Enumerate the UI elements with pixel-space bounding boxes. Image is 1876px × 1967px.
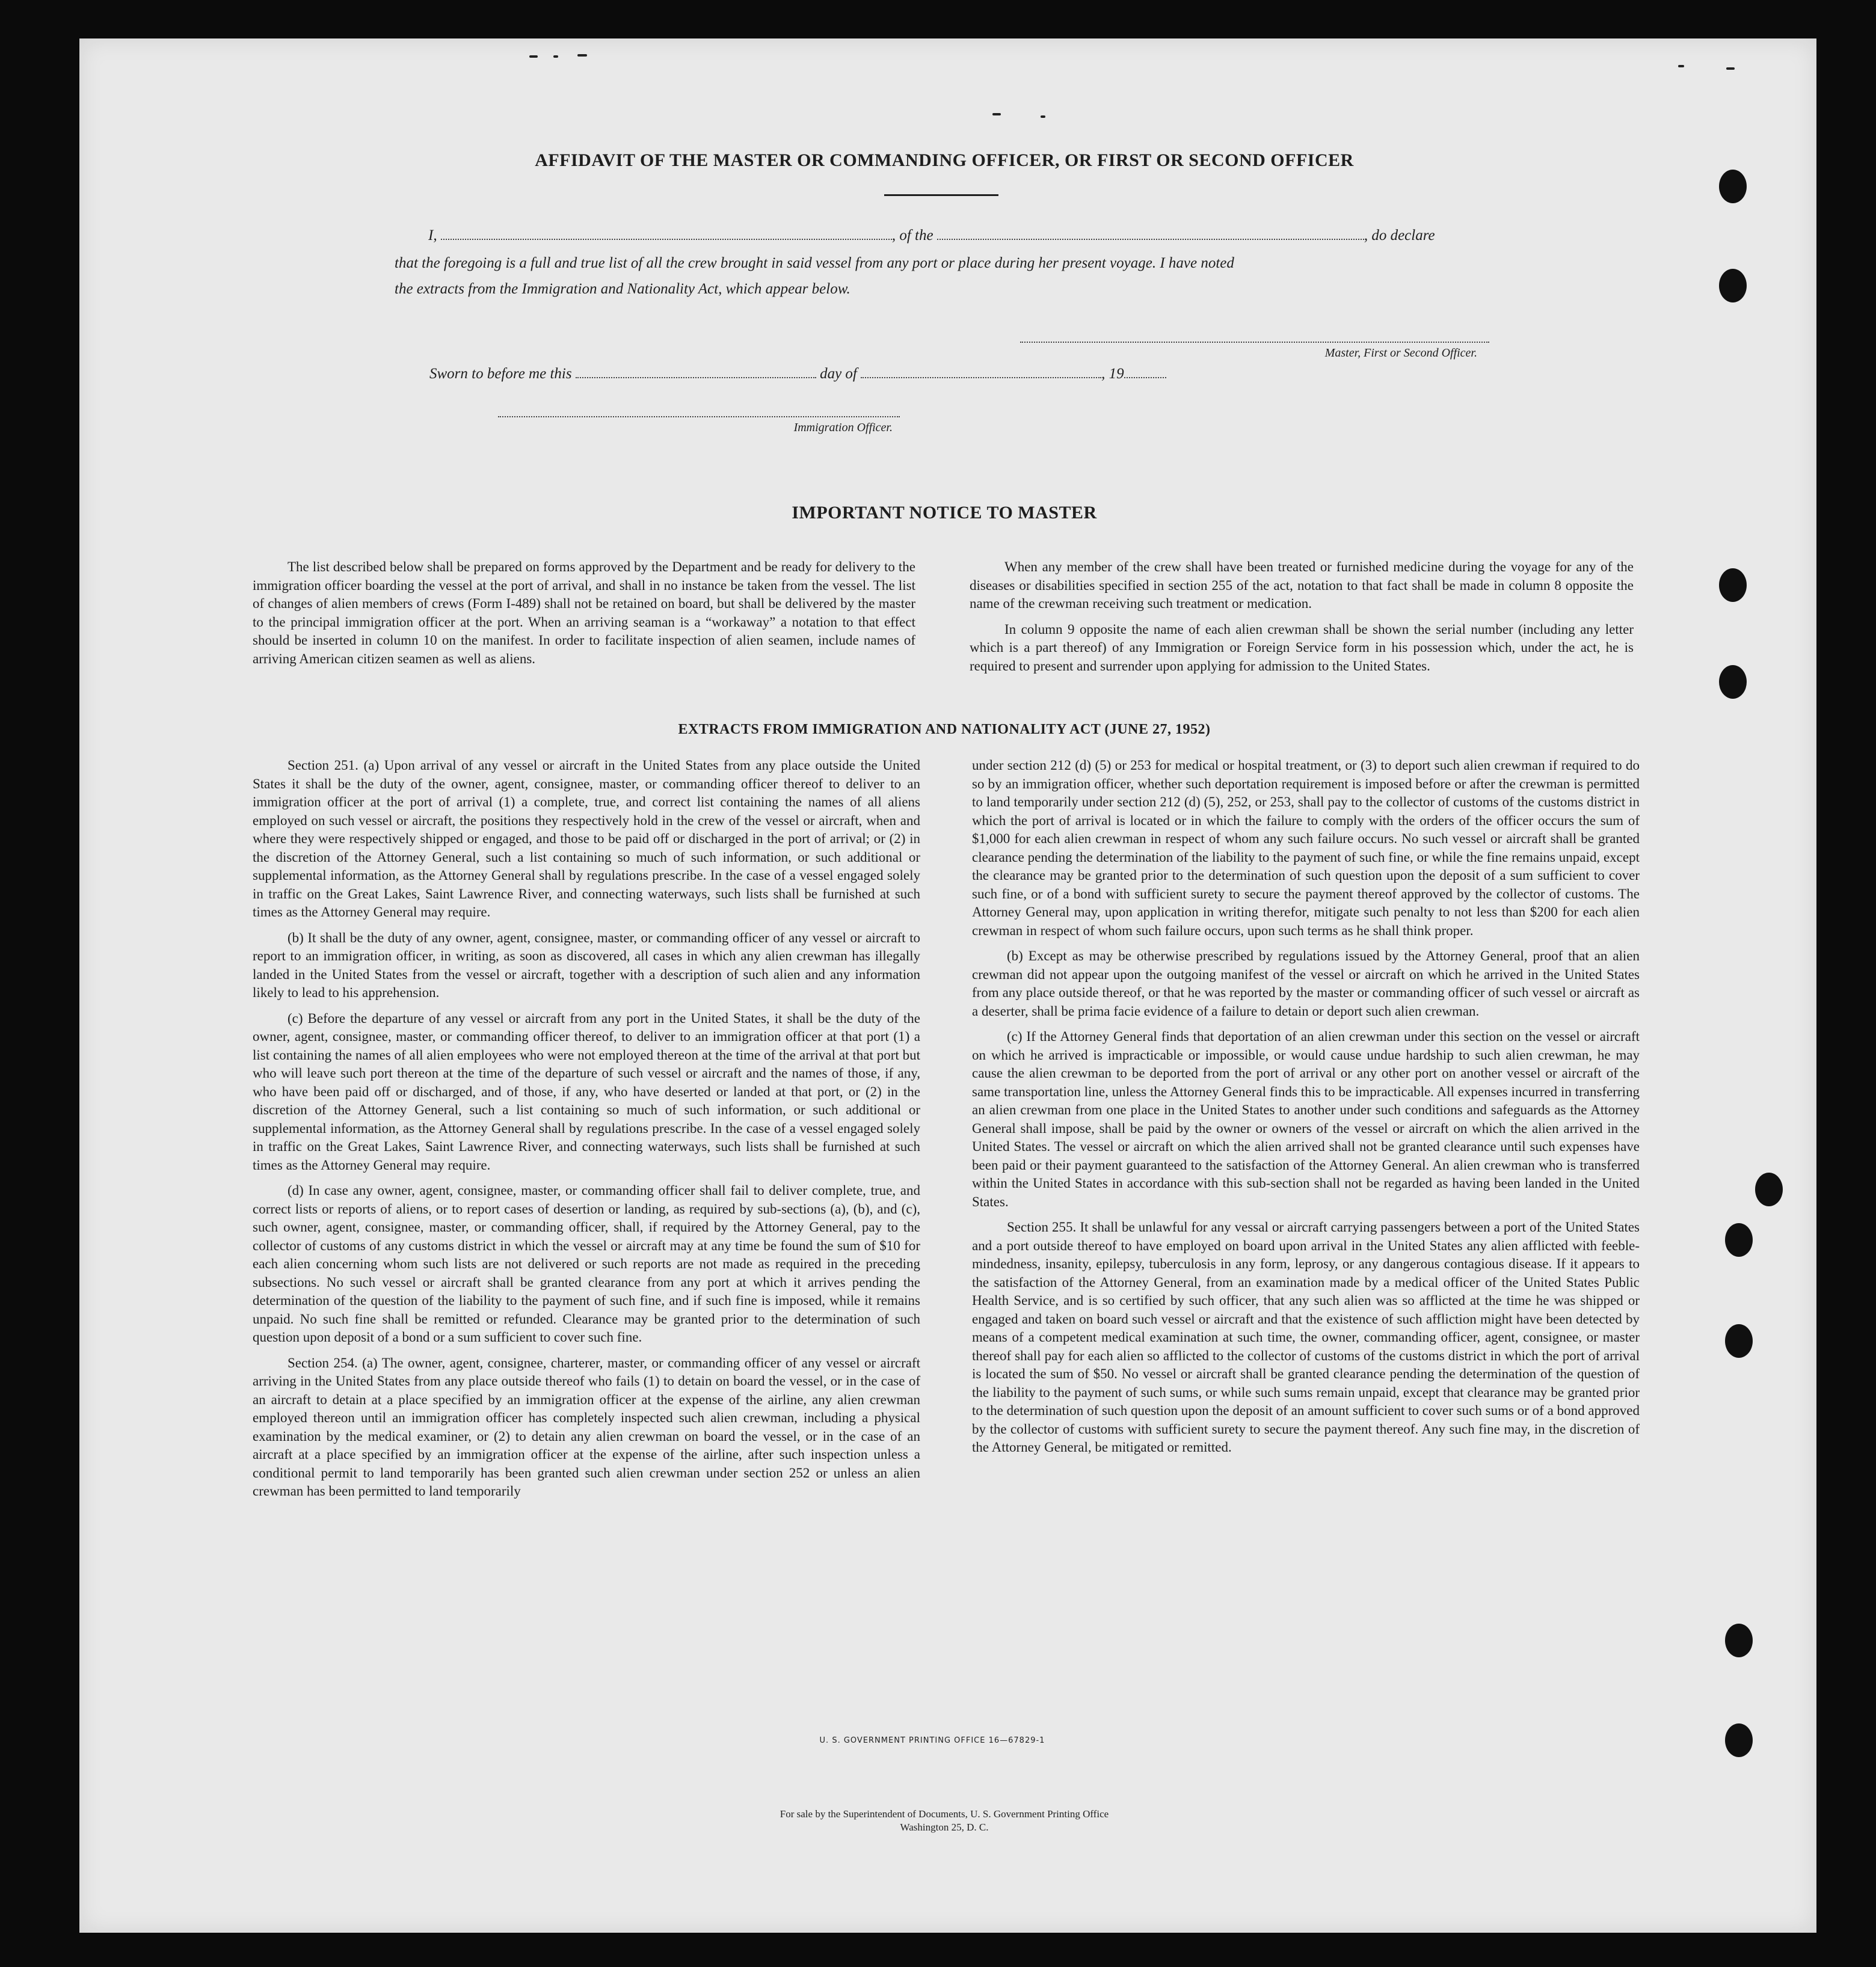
binder-hole xyxy=(1725,1723,1753,1757)
notice-paragraph: The list described below shall be prepared on forms approved by the Department and be ready for delivery to the immigration officer boarding the vessel at the port of arrival, and shall in no instance be taken from the vessel. The list of changes of alien members of crews (Form I-489) shall not be retained on board, but shall be delivered by the master to the principal immigration officer at the port. When an arriving seaman is a “workaway” a notation to that effect should be inserted in column 10 on the manifest. In order to facilitate inspection of alien seamen, include names of arriving American citizen seamen as well as aliens. xyxy=(253,559,915,666)
sworn-month-field[interactable] xyxy=(861,376,1101,378)
year-label: , 19 xyxy=(1101,366,1124,382)
binder-hole xyxy=(1725,1223,1753,1257)
notice-paragraph: In column 9 opposite the name of each alien crewman shall be shown the serial number (including any letter which is a part thereof) of any Immigration or Foreign Service form in his possession which, under the act, he is required to present and surrender upon applying for admission to the United States. xyxy=(970,621,1634,674)
immigration-caption: Immigration Officer. xyxy=(793,421,893,434)
printer-imprint: U. S. GOVERNMENT PRINTING OFFICE 16—67829-1 xyxy=(819,1736,1045,1745)
affidavit-declare: , do declare xyxy=(1364,227,1435,244)
section-paragraph: (d) In case any owner, agent, consignee, master, or commanding officer shall fail to deliver complete, true, and correct lists or reports of aliens, or to report cases of desertion or landing, as required by sub-sections (a), (b), and (c), such owner, agent, consignee, master, or commanding officer, shall, if required by the Attorney General, pay to the collector of customs of any customs district in which the vessel or aircraft may at any time be found the sum of $10 for each alien concerning whom such lists are not delivered or such reports are not made as required in the preceding subsections. No such vessel or aircraft shall be granted clearance from any port at which it arrives pending the determination of the question of the liability to the payment of such fine, and if such fine is imposed, while it remains unpaid. No such fine shall be remitted or refunded. Clearance may be granted prior to the determination of such question upon deposit of a bond or a sum sufficient to cover such fine. xyxy=(253,1183,920,1345)
notice-paragraph: When any member of the crew shall have been treated or furnished medicine during the voyage for any of the diseases or disabilities specified in section 255 of the act, notation to that fact shall be made in column 8 opposite the name of the crewman receiving such treatment or medication. xyxy=(970,559,1634,611)
speck-mark xyxy=(577,54,587,57)
speck-mark xyxy=(1041,115,1045,118)
binder-hole xyxy=(1719,568,1747,602)
notice-left-column xyxy=(253,558,915,675)
binder-hole xyxy=(1719,269,1747,302)
affidavit-line-2: that the foregoing is a full and true list of all the crew brought in said vessel from any port or place during her present voyage. I have noted xyxy=(395,255,1234,271)
binder-hole xyxy=(1725,1324,1753,1358)
sworn-day-field[interactable] xyxy=(576,376,816,378)
section-paragraph: Section 251. (a) Upon arrival of any vessel or aircraft in the United States from any place outside the United States it shall be the duty of the owner, agent, consignee, master, or commanding officer thereof to deliver to an immigration officer at the port of arrival (1) a complete, true, and correct list containing the names of all aliens employed on such vessel or aircraft, the positions they respectively hold in the crew of the vessel or aircraft, when and where they were respectively shipped or engaged, and those to be paid off or discharged in the port of arrival; or (2) in the discretion of the Attorney General, such a list containing so much of such information, or such additional or supplemental information, as the Attorney General shall by regulations prescribe. In the case of a vessel engaged solely in traffic on the Great Lakes, Saint Lawrence River, and connecting waterways, such lists shall be furnished at such times as the Attorney General may require. xyxy=(253,758,920,919)
extracts-title: EXTRACTS FROM IMMIGRATION AND NATIONALITY ACT (JUNE 27, 1952) xyxy=(678,722,1211,737)
section-paragraph: (c) Before the departure of any vessel or aircraft from any port in the United States, it shall be the duty of the owner, agent, consignee, master, or commanding officer thereof, to deliver to an immigration officer at that port (1) a list containing the names of all alien employees who were not employed thereon at the time of the arrival at that port but who will leave such port thereon at the time of the departure of such vessel or aircraft and the names of those, if any, who have been paid off or discharged, and of those, if any, who have deserted or landed at that port, or (2) in the discretion of the Attorney General, such a list containing so much of such information, or such additional or supplemental information, as the Attorney General shall by regulations prescribe. In the case of a vessel engaged solely in traffic on the Great Lakes, Saint Lawrence River, and connecting waterways, such lists shall be furnished at such times as the Attorney General may require. xyxy=(253,1010,920,1173)
section-paragraph: Section 255. It shall be unlawful for any vessal or aircraft carrying passengers between a port of the United States and a port outside thereof to have employed on board upon arrival in the United States any alien afflicted with feeble-mindedness, insanity, epilepsy, tuberculosis in any form, leprosy, or any dangerous contagious disease. If it appears to the satisfaction of the Attorney General, from an examination made by a medical officer of the United States Public Health Service, and is so certified by such officer, that any such alien was so afflicted at the time he was shipped or engaged and taken on board such vessel or aircraft and that the existence of such affliction might have been detected by means of a competent medical examination at such time, the owner, commanding officer, agent, consignee, or master thereof shall pay for each alien so afflicted to the collector of customs of the customs district in which the port of arrival is located the sum of $50. No vessel or aircraft shall be granted clearance pending the determination of the question of the liability to the payment of such sums, or while such sums remain unpaid, except that clearance may be granted prior to the determination of such question upon the deposit of an amount sufficient to cover such sums or of a bond approved by the collector of customs with sufficient surety to secure the payment thereof. Any such fine may, in the discretion of the Attorney General, be mitigated or remitted. xyxy=(972,1220,1640,1455)
section-paragraph: Section 254. (a) The owner, agent, consignee, charterer, master, or commanding officer of any vessel or aircraft arriving in the United States from any place outside thereof who fails (1) to detain on board the vessel, or in the case of an aircraft to detain at a place specified by an immigration officer at the expense of the airline, any alien crewman employed thereon until an immigration officer has completely inspected such alien crewman, including a physical examination by the medical examiner, or (2) to detain any alien crewman on board the vessel, or in the case of an aircraft at a place specified by an immigration officer at the expense of the airline, after such inspection unless a conditional permit to land temporarily has been granted such alien crewman under section 252 or unless an alien crewman has been permitted to land temporarily xyxy=(253,1355,920,1499)
title-rule xyxy=(884,194,998,196)
speck-mark xyxy=(1678,65,1684,67)
speck-mark xyxy=(992,113,1001,115)
affidavit-line-1 xyxy=(428,227,1499,244)
affidavit-title: AFFIDAVIT OF THE MASTER OR COMMANDING OFFICER, OR FIRST OR SECOND OFFICER xyxy=(535,150,1354,170)
affidavit-i: I, xyxy=(428,227,437,244)
master-caption: Master, First or Second Officer. xyxy=(1324,346,1477,360)
master-signature-line[interactable] xyxy=(1020,342,1489,343)
sworn-year-field[interactable] xyxy=(1124,376,1166,378)
sale-line-2: Washington 25, D. C. xyxy=(900,1821,989,1833)
binder-hole xyxy=(1719,170,1747,203)
affidavit-line-3: the extracts from the Immigration and Nationality Act, which appear below. xyxy=(395,281,850,297)
day-of-label: day of xyxy=(820,366,857,382)
speck-mark xyxy=(553,55,558,58)
affidavit-of-the: , of the xyxy=(891,227,933,244)
extracts-right-column xyxy=(972,756,1640,1464)
name-field[interactable] xyxy=(441,238,892,240)
immigration-signature-line[interactable] xyxy=(498,416,900,417)
speck-mark xyxy=(1726,67,1735,70)
extracts-left-column xyxy=(253,756,920,1508)
sworn-line xyxy=(429,366,1247,382)
vessel-field[interactable] xyxy=(937,238,1364,240)
section-paragraph: (b) Except as may be otherwise prescribed by regulations issued by the Attorney General, proof that an alien crewman did not appear upon the outgoing manifest of the vessel or aircraft on which he arrived in the United States from any place outside thereof, or that he was reported by the master or commanding officer of such vessel or aircraft as a deserter, shall be prima facie evidence of a failure to detain or deport such alien crewman. xyxy=(972,948,1640,1019)
binder-hole xyxy=(1755,1173,1783,1206)
section-paragraph: under section 212 (d) (5) or 253 for medical or hospital treatment, or (3) to deport such alien crewman if required to do so by an immigration officer, whether such deportation requirement is imposed before or after the crewman is permitted to land temporarily under section 212 (d) (5), 252, or 253, shall pay to the collector of customs of the customs district in which the port of arrival is located or in which the failure to comply with the orders of the officer occurs the sum of $1,000 for each alien crewman in respect of whom any such failure occurs. No such vessel or aircraft shall be granted clearance pending the determination of the liability to the payment of such fine, or while the fine remains unpaid, except the clearance may be granted prior to the determination of such question upon the deposit of a sum sufficient to cover such fine, or of a bond with sufficient surety to secure the payment thereof approved by the collector of customs. The Attorney General may, upon application in writing therefor, mitigate such penalty to not less than $200 for each alien crewman in respect of whom such failure occurs, upon such terms as he shall think proper. xyxy=(972,758,1640,938)
sale-line-1: For sale by the Superintendent of Documents, U. S. Government Printing Office xyxy=(780,1808,1109,1820)
binder-hole xyxy=(1719,665,1747,699)
binder-hole xyxy=(1725,1624,1753,1657)
notice-title: IMPORTANT NOTICE TO MASTER xyxy=(792,503,1097,523)
sworn-label: Sworn to before me this xyxy=(429,366,572,382)
notice-right-column xyxy=(970,558,1634,683)
section-paragraph: (b) It shall be the duty of any owner, agent, consignee, master, or commanding officer of any vessel or aircraft to report to an immigration officer, in writing, as soon as discovered, all cases in which any alien crewman has illegally landed in the United States from the vessel or aircraft, together with a description of such alien and any information likely to lead to his apprehension. xyxy=(253,930,920,1000)
speck-mark xyxy=(529,55,538,58)
section-paragraph: (c) If the Attorney General finds that deportation of an alien crewman under this section on the vessel or aircraft on which he arrived is impracticable or impossible, or would cause undue hardship to such alien crewman, he may cause the alien crewman to be deported from the port of arrival or any other port on another vessel or aircraft of the same transportation line, unless the Attorney General finds this to be impracticable. All expenses incurred in transferring an alien crewman from one place in the United States to another under such conditions and safeguards as the Attorney General shall impose, shall be paid by the owner or owners of the vessel or aircraft on which the alien arrived in the United States. The vessel or aircraft on which the alien arrived shall not be granted clearance until such expenses have been paid or their payment guaranteed to the satisfaction of the Attorney General. An alien crewman who is transferred within the United States in accordance with this sub-section shall not be regarded as having been landed in the United States. xyxy=(972,1029,1640,1209)
